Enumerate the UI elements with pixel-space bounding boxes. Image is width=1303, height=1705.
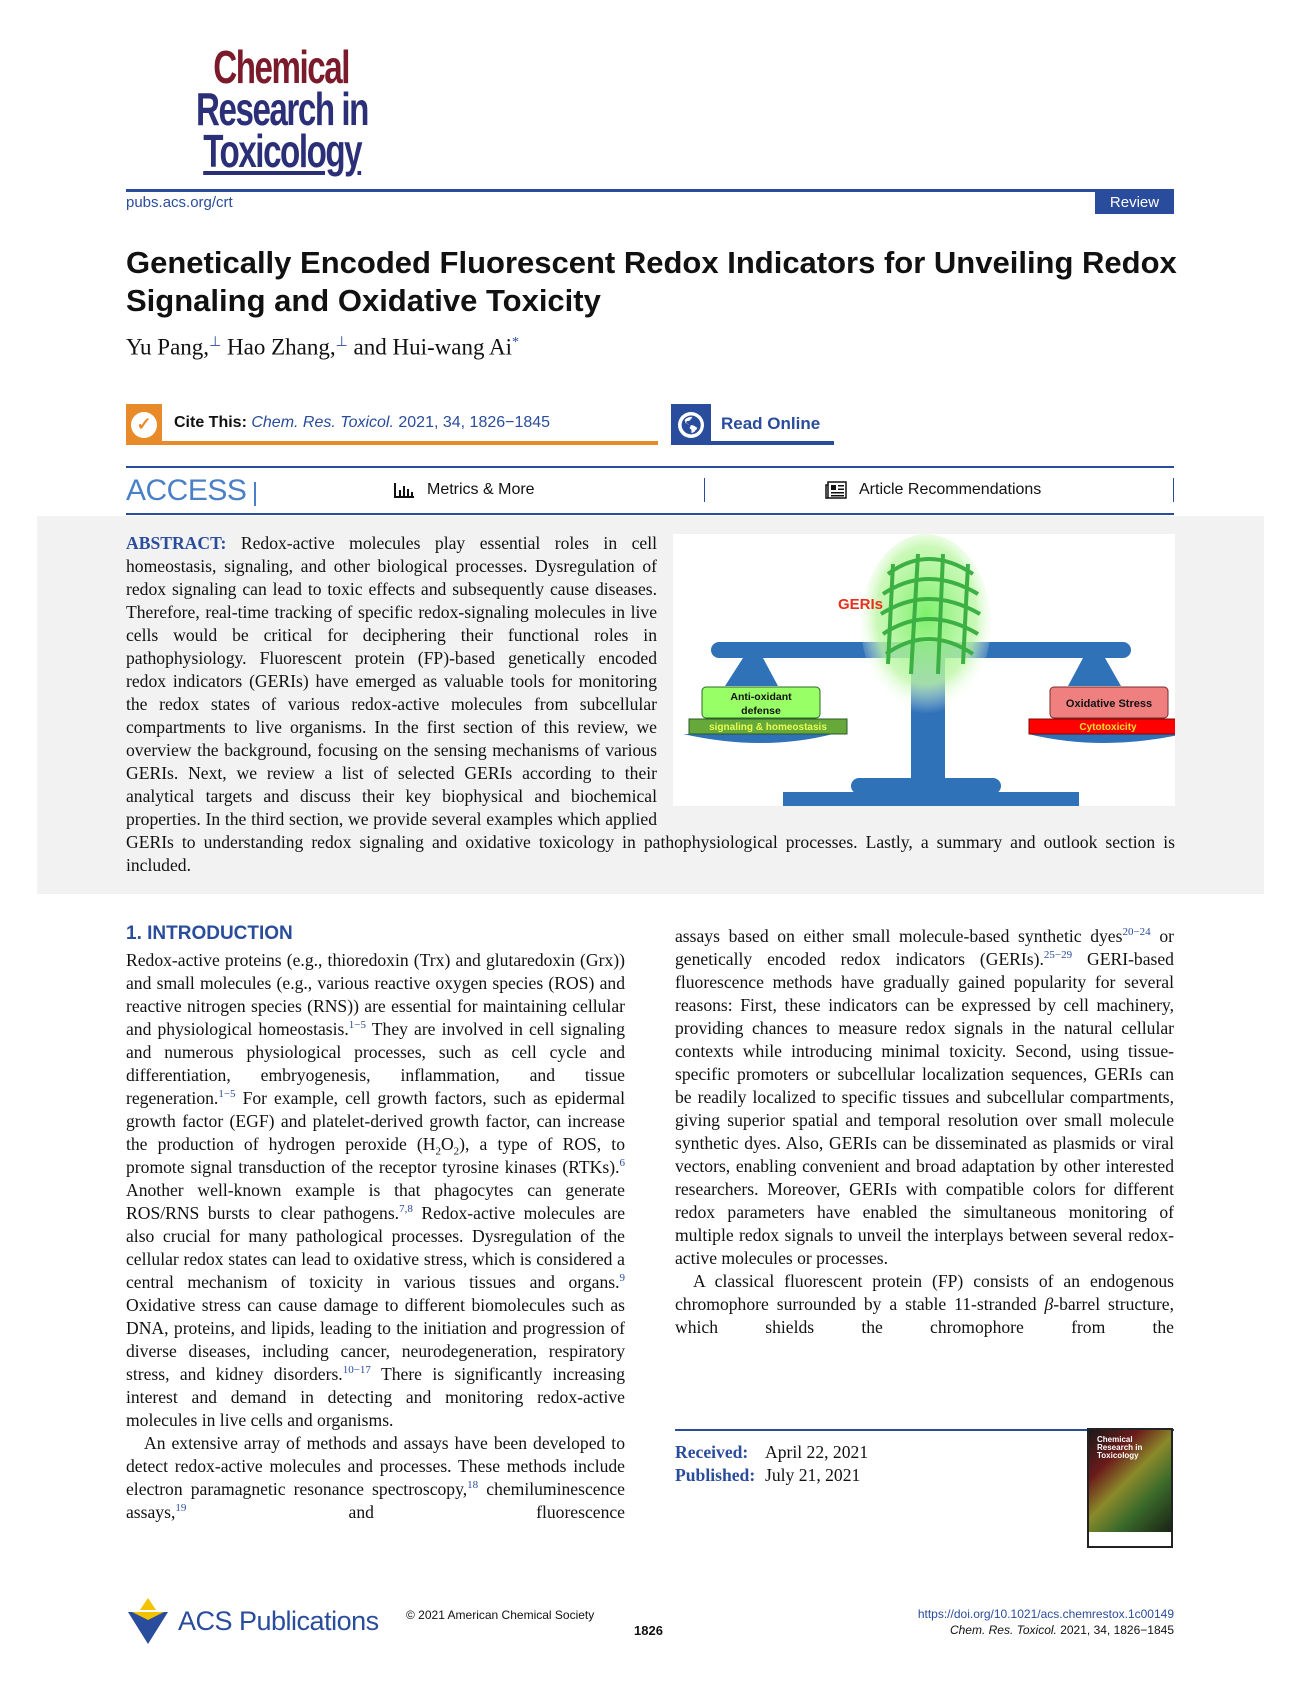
copyright: © 2021 American Chemical Society <box>406 1608 595 1622</box>
journal-cover-image[interactable] <box>1087 1428 1173 1548</box>
subscript: 2 <box>435 1145 441 1158</box>
cover-title: Toxicology <box>1097 1451 1139 1460</box>
citation-reference[interactable]: 9 <box>619 1272 625 1285</box>
footer-journal: Chem. Res. Toxicol. <box>949 1623 1057 1637</box>
cite-details: 2021, 34, 1826−1845 <box>398 414 551 431</box>
text-run: β <box>1044 1294 1054 1314</box>
access-label: ACCESS <box>126 474 247 507</box>
cover-title: Research in <box>1097 1443 1143 1452</box>
citation-reference[interactable]: 18 <box>467 1479 479 1492</box>
right-column <box>675 925 1174 1339</box>
citation-reference[interactable]: 1−5 <box>348 1019 367 1032</box>
text-run: An extensive array of methods and assays have been developed to detect redox-active molecules and processes. These methods include electron paramagnetic resonance spectroscopy, <box>126 1433 625 1499</box>
text-run: Another well-known example is that phagocytes can generate ROS/RNS bursts to clear pathogens. <box>126 1180 625 1223</box>
author-mark[interactable]: * <box>511 335 519 350</box>
citation-reference[interactable]: 7,8 <box>399 1203 413 1216</box>
globe-icon: 🌎︎ <box>671 404 711 445</box>
author-name: Hao Zhang, <box>227 334 336 360</box>
acs-publications-logo <box>126 1596 379 1646</box>
received-label: Received: <box>675 1442 749 1462</box>
right-box-label: Oxidative Stress <box>1065 698 1153 710</box>
article-recommendations-label: Article Recommendations <box>859 481 1042 498</box>
section-heading: 1. INTRODUCTION <box>126 923 293 944</box>
access-bar <box>126 466 1174 515</box>
geris-label: GERIs <box>838 596 884 613</box>
text-run: -barrel structure, which shields the chromophore from the <box>675 1294 1174 1337</box>
read-online-button[interactable] <box>671 404 834 445</box>
text-run: There is significantly increasing interest and demand in detecting and monitoring redox-active molecules in live cells and organisms. <box>126 1364 625 1430</box>
page-footer <box>126 1596 1174 1656</box>
newspaper-icon <box>825 481 847 499</box>
article-type-badge: Review <box>1095 191 1174 214</box>
bar-chart-icon <box>393 481 415 499</box>
text-run: For example, cell growth factors, such as epidermal growth factor (EGF) and platelet-derived growth factor, can increase the production of hydrogen peroxide (H <box>126 1088 625 1154</box>
logo-line: Research in <box>196 83 368 135</box>
article-recommendations-button[interactable] <box>825 481 1041 499</box>
received-date: April 22, 2021 <box>765 1442 869 1462</box>
citation-reference[interactable]: 1−5 <box>218 1088 236 1101</box>
text-run: assays based on either small molecule-based synthetic dyes <box>675 926 1123 946</box>
right-band-label: Cytotoxicity <box>1079 722 1137 733</box>
published-label: Published: <box>675 1465 756 1485</box>
cite-journal: Chem. Res. Toxicol. <box>251 414 394 431</box>
text-run: and fluorescence <box>186 1502 625 1522</box>
metrics-more-button[interactable] <box>393 481 535 499</box>
logo-line: Toxicology <box>203 125 362 177</box>
divider <box>1173 478 1174 502</box>
abstract-section <box>37 516 1264 894</box>
abstract-graphic <box>673 534 1175 806</box>
text-run: O <box>440 1134 454 1154</box>
left-column <box>126 922 625 1524</box>
article-title: Genetically Encoded Fluorescent Redox Indicators for Unveiling Redox Signaling and Oxidative Toxicity <box>126 245 1177 318</box>
text-run: GERI-based fluorescence methods have gradually gained popularity for several reasons: First, these indicators can be expressed by cell machinery, providing chances to measure redox signals in the natural cellular contexts while introducing minimal toxicity. Second, using tissue-specific promoters or subcellular localization sequences, GERIs can be readily localized to specific tissues and subcellular compartments, giving superior spatial and temporal resolution over small molecule synthetic dyes. Also, GERIs can be disseminated as plasmids or viral vectors, enabling convenient and broad adaptation by other interested researchers. Moreover, GERIs with compatible colors for different redox parameters have enabled the simultaneous monitoring of multiple redox signals to unveil the interplays between several redox-active molecules or processes. <box>675 949 1174 1268</box>
author-name: and Hui-wang Ai <box>353 334 512 360</box>
text-run: Oxidative stress can cause damage to different biomolecules such as DNA, proteins, and lipids, leading to the initiation and progression of diverse diseases, including cancer, neurodegeneration, respiratory stress, and kidney disorders. <box>126 1295 625 1384</box>
published-date: July 21, 2021 <box>765 1465 861 1485</box>
journal-logo <box>196 41 368 177</box>
metrics-more-label: Metrics & More <box>427 481 535 498</box>
author-mark[interactable]: ⊥ <box>335 335 348 350</box>
citation-reference[interactable]: 19 <box>175 1502 187 1515</box>
logo-line: Chemical <box>213 41 350 93</box>
body-paragraph <box>675 925 1174 1270</box>
journal-url-link[interactable]: pubs.acs.org/crt <box>126 194 233 211</box>
abstract-label: ABSTRACT: <box>126 533 227 553</box>
cite-this-button[interactable] <box>126 404 658 445</box>
body-paragraph <box>126 949 625 1432</box>
text-run: ), a type of ROS, to promote signal transduction of the receptor tyrosine kinases (RTKs). <box>126 1134 625 1177</box>
left-box-line: Anti-oxidant <box>730 691 792 703</box>
header-rule <box>126 189 1174 192</box>
citation-reference[interactable]: 10−17 <box>342 1364 371 1377</box>
author-name: Yu Pang, <box>126 334 210 360</box>
cover-title: Chemical <box>1097 1435 1133 1444</box>
body-paragraph <box>675 1270 1174 1339</box>
author-mark[interactable]: ⊥ <box>209 335 222 350</box>
divider <box>704 478 705 502</box>
text-run: Redox-active molecules are also crucial for many pathological processes. Dysregulation of the cellular redox states can lead to oxidative stress, which is considered a central mechanism of toxicity in various tissues and organs. <box>126 1203 626 1292</box>
subscript: 2 <box>453 1145 460 1158</box>
abstract-body: Redox-active molecules play essential roles in cell homeostasis, signaling, and other biological processes. Dysregulation of redox signaling can lead to toxic effects and subsequently cause diseases. Therefore, real-time tracking of specific redox-signaling molecules in live cells would be critical for deciphering their functional roles in pathophysiology. Fluorescent protein (FP)-based genetically encoded redox indicators (GERIs) have emerged as valuable tools for monitoring the redox states of various redox-active molecules from subcellular compartments to live organisms. In the first section of this review, we overview the background, focusing on the sensing mechanisms of various GERIs. Next, we review a list of selected GERIs according to their analytical targets and discuss their key biophysical and biochemical properties. In the third section, we provide several examples which applied GERIs to understanding redox signaling and oxidative toxicology in pathophysiological processes. Lastly, a summary and outlook section is included. <box>126 533 1175 875</box>
text-run: or genetically encoded redox indicators (GERIs). <box>675 926 1174 969</box>
page-number: 1826 <box>634 1623 663 1638</box>
text-run: A classical fluorescent protein (FP) consists of an endogenous chromophore surrounded by a stable 11-stranded <box>675 1271 1174 1314</box>
footer-citation <box>950 1623 1174 1637</box>
author-list <box>126 334 519 361</box>
citation-reference[interactable]: 20−24 <box>1122 926 1151 939</box>
check-circle-icon: ✓ <box>126 404 162 445</box>
footer-citation-details: 2021, 34, 1826−1845 <box>1056 1623 1174 1637</box>
text-run: They are involved in cell signaling and numerous physiological processes, such as cell cycle and differentiation, embryogenesis, inflammation, and tissue regeneration. <box>126 1019 625 1108</box>
text-run: Redox-active proteins (e.g., thioredoxin (Trx) and glutaredoxin (Grx)) and small molecules (e.g., various reactive oxygen species (ROS) and reactive nitrogen species (RNS)) are essential for maintaining cellular and physiological homeostasis. <box>126 950 625 1039</box>
citation-reference[interactable]: 6 <box>619 1157 625 1170</box>
cite-label: Cite This: <box>174 414 247 431</box>
acs-triangle-icon <box>126 1596 170 1646</box>
text-run: chemiluminescence assays, <box>126 1479 625 1522</box>
balance-base <box>783 792 1079 806</box>
citation-reference[interactable]: 25−29 <box>1043 949 1073 962</box>
read-online-label: Read Online <box>721 414 821 433</box>
left-band-label: signaling & homeostasis <box>709 722 827 733</box>
publisher-name: ACS Publications <box>178 1605 379 1636</box>
doi-link[interactable]: https://doi.org/10.1021/acs.chemrestox.1c00149 <box>917 1607 1174 1621</box>
left-box-line: defense <box>741 705 781 717</box>
body-paragraph <box>126 1432 625 1524</box>
